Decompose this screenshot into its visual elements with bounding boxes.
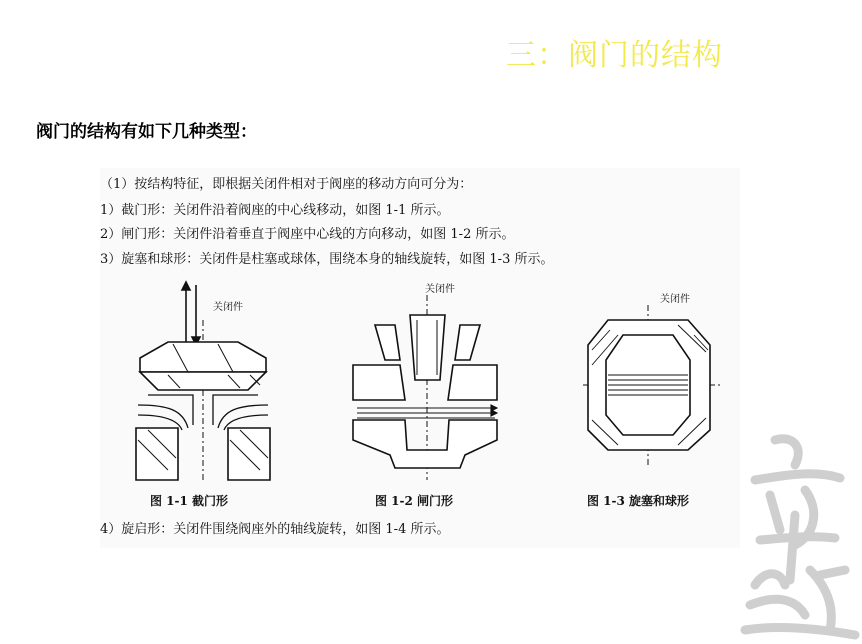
figure-1-caption: 图 1-1 截门形 — [150, 494, 229, 508]
text-line-3: 2）闸门形：关闭件沿着垂直于阀座中心线的方向移动，如图 1-2 所示。 — [100, 227, 515, 242]
calligraphy-watermark — [735, 420, 862, 644]
figure-1-part-label: 关闭件 — [213, 302, 243, 313]
intro-text: 阀门的结构有如下几种类型： — [36, 122, 257, 142]
scanned-textbook-image — [100, 168, 740, 548]
figure-gate-valve — [345, 280, 505, 485]
slide-title: 三：阀门的结构 — [506, 38, 723, 73]
figure-2-caption: 图 1-2 闸门形 — [375, 494, 454, 508]
figure-plug-valve — [578, 280, 728, 485]
text-line-1: （1）按结构特征，即根据关闭件相对于阀座的移动方向可分为： — [100, 177, 473, 192]
figure-3-part-label: 关闭件 — [660, 294, 690, 305]
figure-2-part-label: 关闭件 — [425, 284, 455, 295]
figure-3-caption: 图 1-3 旋塞和球形 — [587, 494, 690, 508]
text-line-4: 3）旋塞和球形：关闭件是柱塞或球体，围绕本身的轴线旋转，如图 1-3 所示。 — [100, 252, 554, 267]
text-line-5: 4）旋启形：关闭件围绕阀座外的轴线旋转，如图 1-4 所示。 — [100, 522, 450, 537]
text-line-2: 1）截门形：关闭件沿着阀座的中心线移动，如图 1-1 所示。 — [100, 203, 450, 218]
figure-globe-valve — [128, 280, 278, 485]
